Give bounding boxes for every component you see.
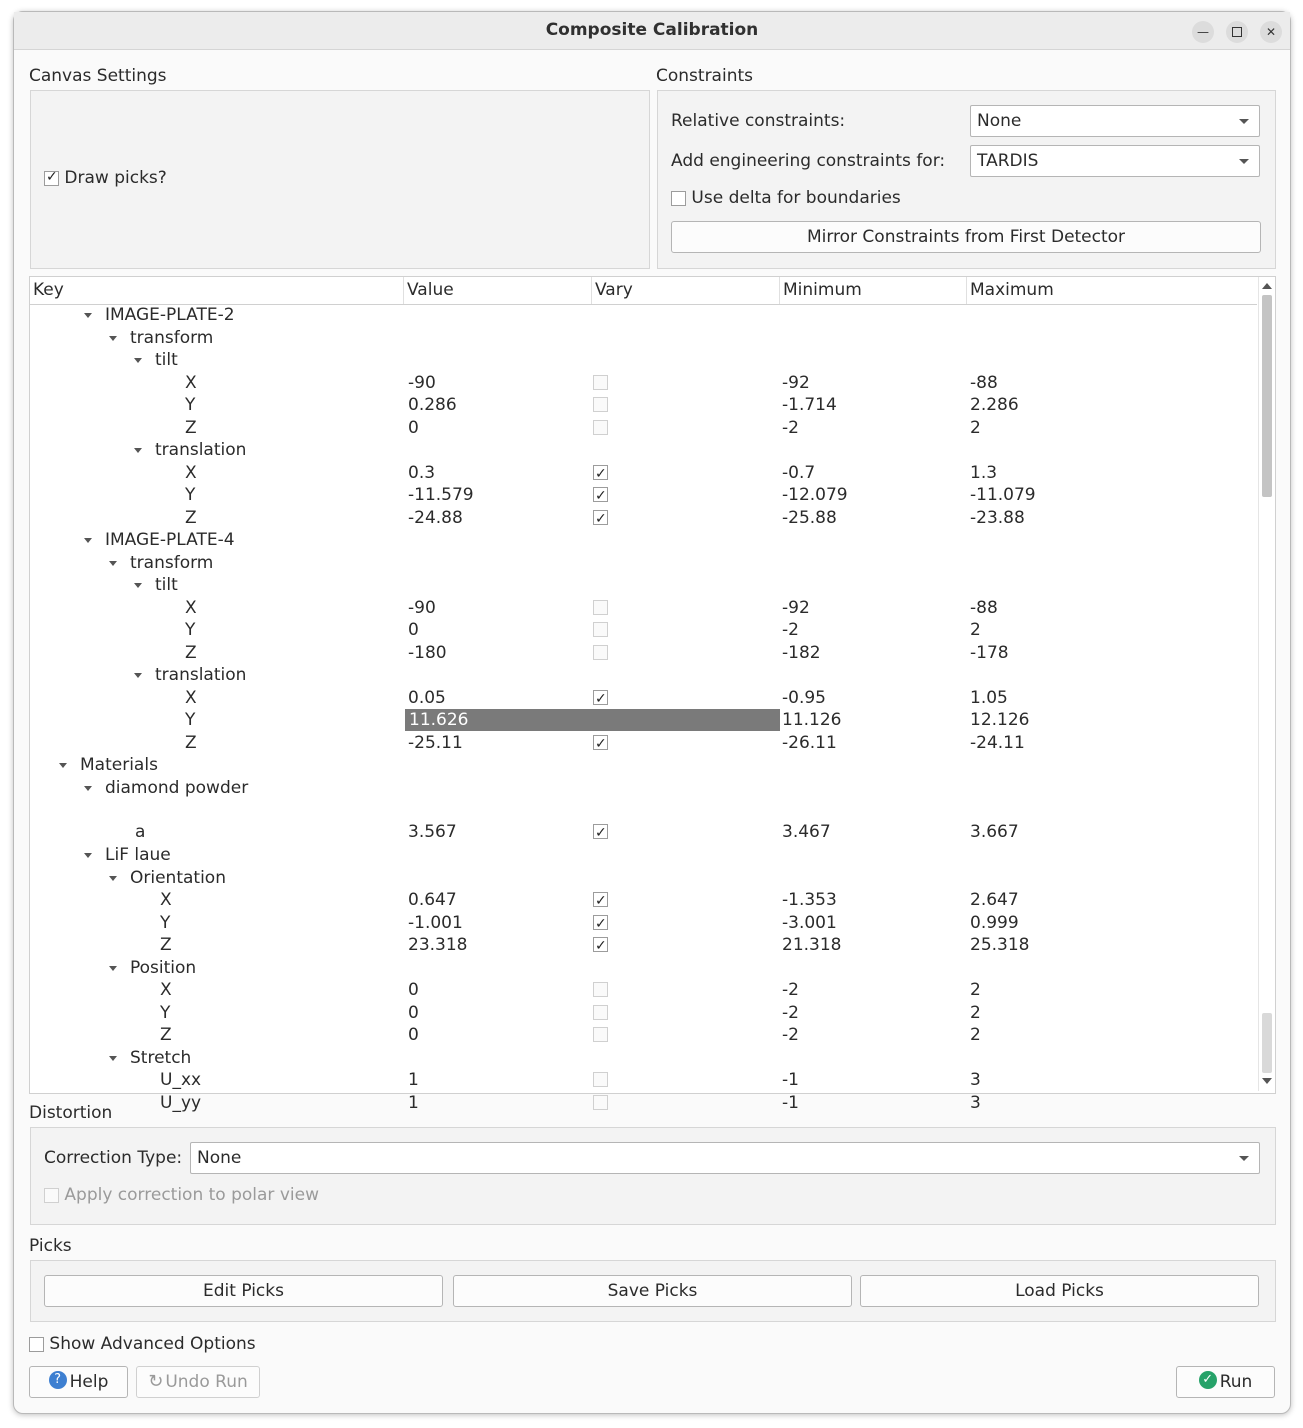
tree-group-row[interactable] <box>30 754 1257 777</box>
minimum-cell[interactable]: -25.88 <box>782 507 837 528</box>
maximum-cell[interactable]: -11.079 <box>970 485 1036 505</box>
maximum-cell[interactable]: 3.667 <box>970 822 1019 842</box>
expand-arrow-icon[interactable] <box>59 763 67 768</box>
relative-constraints-combo[interactable] <box>970 105 1260 137</box>
column-header-value[interactable]: Value <box>403 277 591 304</box>
constraints-label: Constraints <box>656 66 753 86</box>
tree-key: a <box>135 822 146 842</box>
value-cell[interactable]: -1.001 <box>408 912 463 933</box>
tree-row[interactable] <box>30 709 1257 732</box>
window-title: Composite Calibration <box>545 20 759 40</box>
tree-key: Materials <box>80 755 158 775</box>
maximum-cell[interactable]: -23.88 <box>970 507 1025 528</box>
maximum-cell[interactable]: 2 <box>970 417 981 438</box>
expand-arrow-icon[interactable] <box>109 336 117 341</box>
engineering-constraints-value: TARDIS <box>977 151 1039 171</box>
expand-arrow-icon[interactable] <box>109 561 117 566</box>
expand-arrow-icon[interactable] <box>134 673 142 678</box>
tree-group-row[interactable] <box>30 552 1257 575</box>
minimum-cell[interactable]: -1 <box>782 1070 799 1090</box>
tree-row[interactable] <box>30 1002 1257 1025</box>
tree-key: Z <box>185 507 197 528</box>
tree-row[interactable] <box>30 912 1257 935</box>
expand-arrow-icon[interactable] <box>134 448 142 453</box>
minimum-cell[interactable]: -1.714 <box>782 395 837 415</box>
tree-group-row[interactable] <box>30 957 1257 980</box>
scrollbar-track-segment[interactable] <box>1262 1013 1272 1073</box>
tree-key: transform <box>130 552 214 573</box>
minimum-cell[interactable]: 3.467 <box>782 822 831 842</box>
tree-key: X <box>185 372 197 393</box>
save-picks-button[interactable]: Save Picks <box>453 1275 852 1307</box>
tree-row[interactable] <box>30 1024 1257 1047</box>
tree-row[interactable] <box>30 1069 1257 1092</box>
value-cell[interactable]: -180 <box>408 642 447 663</box>
maximum-cell[interactable]: -88 <box>970 372 998 393</box>
help-button[interactable] <box>29 1366 128 1398</box>
vary-checkbox[interactable] <box>593 600 608 615</box>
tree-group-row[interactable] <box>30 529 1257 552</box>
vary-checkbox[interactable] <box>593 622 608 637</box>
tree-group-row[interactable] <box>30 664 1257 687</box>
value-cell[interactable]: -90 <box>408 372 436 393</box>
tree-key: Y <box>160 1002 171 1023</box>
tree-row[interactable] <box>30 979 1257 1002</box>
tree-row[interactable] <box>30 1092 1257 1115</box>
maximum-cell[interactable]: 2 <box>970 1002 981 1023</box>
vary-checkbox[interactable] <box>593 375 608 390</box>
tree-key: X <box>160 980 172 1000</box>
vary-checkbox[interactable] <box>593 824 608 839</box>
scrollbar-thumb[interactable] <box>1262 295 1272 497</box>
value-cell[interactable]: 0 <box>408 980 419 1000</box>
column-header-maximum[interactable]: Maximum <box>966 277 1257 304</box>
value-cell[interactable]: 0 <box>408 1002 419 1023</box>
tree-key: LiF laue <box>105 845 171 865</box>
run-label: Run <box>1219 1372 1253 1392</box>
picks-group <box>30 1260 1276 1322</box>
show-advanced-checkbox[interactable] <box>29 1334 256 1354</box>
tree-key: X <box>185 597 197 618</box>
draw-picks-checkbox[interactable] <box>44 168 167 188</box>
maximum-cell[interactable]: 1.05 <box>970 687 1008 708</box>
tree-key: translation <box>155 440 247 460</box>
apply-polar-checkbox[interactable] <box>44 1185 319 1205</box>
tree-key: Y <box>185 710 196 730</box>
undo-run-button[interactable] <box>136 1366 260 1398</box>
value-cell[interactable]: -24.88 <box>408 507 463 528</box>
value-cell[interactable]: -90 <box>408 597 436 618</box>
engineering-constraints-combo[interactable] <box>970 145 1260 177</box>
minimum-cell[interactable]: -12.079 <box>782 485 848 505</box>
title-bar <box>14 12 1290 50</box>
run-button[interactable] <box>1176 1366 1275 1398</box>
tree-group-row[interactable] <box>30 439 1257 462</box>
tree-key: Stretch <box>130 1047 192 1068</box>
maximum-cell[interactable]: 2 <box>970 980 981 1000</box>
apply-polar-check[interactable] <box>44 1188 59 1203</box>
minimum-cell[interactable]: -2 <box>782 417 799 438</box>
minimize-icon: — <box>1197 25 1209 39</box>
expand-arrow-icon[interactable] <box>109 966 117 971</box>
tree-row[interactable] <box>30 417 1257 440</box>
undo-run-label: Undo Run <box>165 1372 248 1392</box>
correction-type-value: None <box>197 1148 242 1168</box>
close-icon: ✕ <box>1265 25 1277 39</box>
maximum-cell[interactable]: -88 <box>970 597 998 618</box>
minimize-button[interactable] <box>1192 21 1214 43</box>
vary-checkbox[interactable] <box>593 1072 608 1087</box>
minimum-cell[interactable]: -2 <box>782 1002 799 1023</box>
vary-checkbox[interactable] <box>593 420 608 435</box>
vary-checkbox[interactable] <box>593 690 608 705</box>
tree-key: Z <box>185 732 197 753</box>
vary-checkbox[interactable] <box>593 915 608 930</box>
column-header-vary[interactable]: Vary <box>591 277 779 304</box>
value-cell[interactable]: 1 <box>408 1092 419 1113</box>
correction-type-label: Correction Type: <box>44 1148 183 1168</box>
expand-arrow-icon[interactable] <box>109 876 117 881</box>
maximum-cell[interactable]: 1.3 <box>970 462 998 483</box>
vary-checkbox[interactable] <box>593 937 608 952</box>
tree-row[interactable] <box>30 597 1257 620</box>
tree-key: Z <box>185 417 197 438</box>
tree-group-row[interactable] <box>30 349 1257 372</box>
maximum-cell[interactable]: 0.999 <box>970 912 1019 933</box>
constraints-group <box>657 90 1276 269</box>
tree-key: U_yy <box>160 1092 202 1113</box>
expand-arrow-icon[interactable] <box>84 786 92 791</box>
check-icon: ✓ <box>1199 1371 1217 1389</box>
maximum-cell[interactable]: 3 <box>970 1070 981 1090</box>
tree-row[interactable] <box>30 372 1257 395</box>
tree-key: U_xx <box>160 1070 202 1090</box>
minimum-cell[interactable]: 21.318 <box>782 935 842 955</box>
expand-arrow-icon[interactable] <box>134 583 142 588</box>
tree-group-row[interactable] <box>30 844 1257 867</box>
help-icon: ? <box>49 1371 67 1389</box>
composite-calibration-window <box>13 11 1291 1414</box>
tree-group-row[interactable] <box>30 304 1257 327</box>
maximum-cell[interactable]: 2.647 <box>970 890 1019 910</box>
tree-key: translation <box>155 665 247 685</box>
vary-checkbox[interactable] <box>593 645 608 660</box>
maximum-cell[interactable]: -178 <box>970 642 1009 663</box>
value-cell[interactable]: 0 <box>408 1025 419 1045</box>
tree-key: X <box>185 462 197 483</box>
tree-group-row[interactable] <box>30 574 1257 597</box>
expand-arrow-icon[interactable] <box>84 853 92 858</box>
tree-key: tilt <box>155 350 178 370</box>
minimum-cell[interactable]: -182 <box>782 642 821 663</box>
engineering-constraints-label: Add engineering constraints for: <box>671 151 946 171</box>
tree-group-row[interactable] <box>30 327 1257 350</box>
edit-picks-button[interactable]: Edit Picks <box>44 1275 443 1307</box>
minimum-cell[interactable]: -92 <box>782 372 810 393</box>
maximum-cell[interactable]: -24.11 <box>970 732 1025 753</box>
tree-row[interactable] <box>30 799 1257 844</box>
minimum-cell[interactable]: -0.95 <box>782 687 826 708</box>
vary-checkbox[interactable] <box>593 487 608 502</box>
vary-checkbox[interactable] <box>593 1027 608 1042</box>
minimum-cell[interactable]: -92 <box>782 597 810 618</box>
mirror-constraints-button[interactable]: Mirror Constraints from First Detector <box>671 221 1261 253</box>
help-label: Help <box>69 1372 109 1392</box>
tree-key: Z <box>160 1025 172 1045</box>
vary-checkbox[interactable] <box>593 510 608 525</box>
tree-row[interactable] <box>30 687 1257 710</box>
maximize-button[interactable] <box>1226 21 1248 43</box>
tree-key: Y <box>185 620 196 640</box>
expand-arrow-icon[interactable] <box>109 1056 117 1061</box>
tree-key: X <box>185 687 197 708</box>
tree-key: Orientation <box>130 867 226 888</box>
scroll-up-icon[interactable] <box>1262 283 1272 289</box>
minimum-cell[interactable]: -1.353 <box>782 890 837 910</box>
correction-type-combo[interactable] <box>190 1142 1260 1174</box>
draw-picks-label: Draw picks? <box>64 168 167 188</box>
value-cell[interactable]: 23.318 <box>408 935 468 955</box>
close-button[interactable] <box>1260 21 1282 43</box>
expand-arrow-icon[interactable] <box>84 538 92 543</box>
tree-key: X <box>160 890 172 910</box>
use-delta-checkbox[interactable] <box>671 188 901 208</box>
tree-key: IMAGE-PLATE-2 <box>105 305 235 325</box>
tree-header <box>30 277 1257 305</box>
maximum-cell[interactable]: 12.126 <box>970 710 1030 730</box>
maximum-cell[interactable]: 25.318 <box>970 935 1030 955</box>
show-advanced-label: Show Advanced Options <box>49 1334 256 1354</box>
scroll-down-icon[interactable] <box>1262 1078 1272 1084</box>
tree-row[interactable] <box>30 732 1257 755</box>
value-cell[interactable]: 3.567 <box>408 822 457 842</box>
tree-row[interactable] <box>30 619 1257 642</box>
value-cell[interactable]: 0 <box>408 417 419 438</box>
tree-key: diamond powder <box>105 777 249 798</box>
value-cell[interactable]: 0.286 <box>408 395 457 415</box>
tree-key: Z <box>160 935 172 955</box>
minimum-cell[interactable]: -2 <box>782 620 799 640</box>
minimum-cell[interactable]: -26.11 <box>782 732 837 753</box>
value-cell[interactable]: -11.579 <box>408 485 474 505</box>
apply-polar-label: Apply correction to polar view <box>64 1185 319 1205</box>
tree-group-row[interactable] <box>30 777 1257 800</box>
maximum-cell[interactable]: 2.286 <box>970 395 1019 415</box>
tree-key: tilt <box>155 575 178 595</box>
value-cell[interactable]: 0.05 <box>408 687 446 708</box>
distortion-group <box>30 1127 1276 1225</box>
vary-checkbox[interactable] <box>593 982 608 997</box>
draw-picks-check[interactable] <box>44 171 59 186</box>
value-cell[interactable]: 0.647 <box>408 890 457 910</box>
tree-row[interactable] <box>30 642 1257 665</box>
tree-row[interactable] <box>30 889 1257 912</box>
tree-key: Z <box>185 642 197 663</box>
chevron-down-icon <box>1239 159 1249 164</box>
maximum-cell[interactable]: 3 <box>970 1092 981 1113</box>
load-picks-button[interactable]: Load Picks <box>860 1275 1259 1307</box>
maximize-icon <box>1232 27 1242 37</box>
canvas-settings-group <box>30 90 650 269</box>
tree-key: IMAGE-PLATE-4 <box>105 530 235 550</box>
tree-key: Y <box>185 395 196 415</box>
minimum-cell[interactable]: -0.7 <box>782 462 816 483</box>
undo-icon: ↻ <box>148 1371 164 1392</box>
column-header-key[interactable]: Key <box>33 280 64 300</box>
chevron-down-icon <box>1239 119 1249 124</box>
vary-checkbox[interactable] <box>593 1005 608 1020</box>
show-advanced-check[interactable] <box>29 1337 44 1352</box>
tree-row[interactable] <box>30 934 1257 957</box>
value-cell[interactable]: 1 <box>408 1070 419 1090</box>
tree-row[interactable] <box>30 507 1257 530</box>
value-cell[interactable]: -25.11 <box>408 732 463 753</box>
maximum-cell[interactable]: 2 <box>970 1025 981 1045</box>
tree-key: transform <box>130 327 214 348</box>
relative-constraints-value: None <box>977 111 1022 131</box>
vary-checkbox[interactable] <box>593 735 608 750</box>
use-delta-label: Use delta for boundaries <box>691 188 901 208</box>
tree-key: Y <box>185 485 196 505</box>
expand-arrow-icon[interactable] <box>134 358 142 363</box>
value-editor-selected[interactable]: 11.626 <box>405 709 780 731</box>
minimum-cell[interactable]: 11.126 <box>782 710 842 730</box>
value-cell[interactable]: 0 <box>408 620 419 640</box>
tree-row[interactable] <box>30 394 1257 417</box>
minimum-cell[interactable]: -1 <box>782 1092 799 1113</box>
relative-constraints-label: Relative constraints: <box>671 111 846 131</box>
minimum-cell[interactable]: -2 <box>782 980 799 1000</box>
tree-group-row[interactable] <box>30 1047 1257 1070</box>
maximum-cell[interactable]: 2 <box>970 620 981 640</box>
tree-row[interactable] <box>30 484 1257 507</box>
tree-row[interactable] <box>30 462 1257 485</box>
vary-checkbox[interactable] <box>593 397 608 412</box>
canvas-settings-label: Canvas Settings <box>29 66 167 86</box>
tree-group-row[interactable] <box>30 867 1257 890</box>
vary-checkbox[interactable] <box>593 892 608 907</box>
distortion-label: Distortion <box>29 1103 113 1123</box>
use-delta-check[interactable] <box>671 191 686 206</box>
value-cell[interactable]: 0.3 <box>408 462 436 483</box>
tree-key: Y <box>160 912 171 933</box>
column-header-minimum[interactable]: Minimum <box>779 277 966 304</box>
tree-key: Position <box>130 957 197 978</box>
minimum-cell[interactable]: -2 <box>782 1025 799 1045</box>
tree-scrollbar[interactable] <box>1258 277 1275 1091</box>
vary-checkbox[interactable] <box>593 465 608 480</box>
expand-arrow-icon[interactable] <box>84 313 92 318</box>
vary-checkbox[interactable] <box>593 1095 608 1110</box>
picks-label: Picks <box>29 1236 72 1256</box>
minimum-cell[interactable]: -3.001 <box>782 912 837 933</box>
chevron-down-icon <box>1239 1156 1249 1161</box>
